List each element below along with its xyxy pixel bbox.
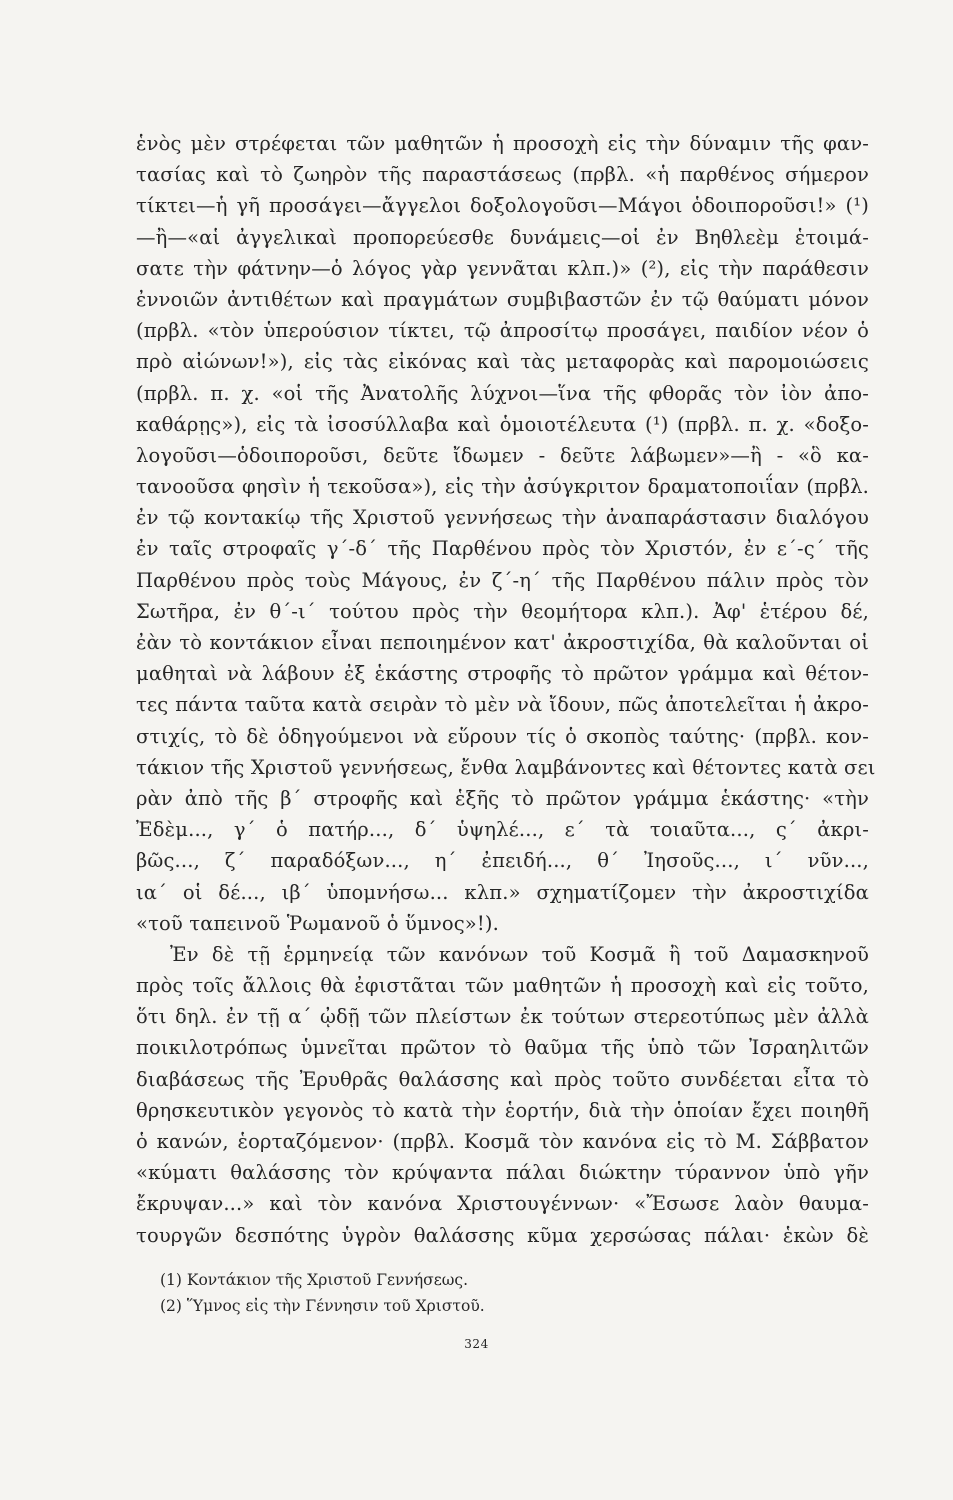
text-line: πρὸς τοῖς ἄλλοις θὰ ἐφιστᾶται τῶν μαθητῶν ἡ προσοχὴ καὶ εἰς τοῦτο, <box>136 974 869 998</box>
text-line: ὅτι δηλ. ἐν τῇ α´ ᾠδῇ τῶν πλείστων ἐκ τούτων στερεοτύπως μὲν ἀλλὰ <box>136 1005 869 1029</box>
text-line: διαβάσεως τῆς Ἐρυθρᾶς θαλάσσης καὶ πρὸς τοῦτο συνδέεται εἶτα τὸ <box>136 1067 869 1091</box>
text-line: Σωτῆρα, ἐν θ´-ι´ τούτου πρὸς τὴν θεομήτορα κλπ.). Ἀφ' ἑτέρου δέ, <box>136 599 869 623</box>
text-line: πρὸ αἰώνων!»), εἰς τὰς εἰκόνας καὶ τὰς μεταφορὰς καὶ παρομοιώσεις <box>136 350 869 374</box>
text-line: Παρθένου πρὸς τοὺς Μάγους, ἐν ζ´-η´ τῆς Παρθένου πάλιν πρὸς τὸν <box>136 568 869 592</box>
text-line: τες πάντα ταῦτα κατὰ σειρὰν τὸ μὲν νὰ ἴδουν, πῶς ἀποτελεῖται ἡ ἀκρο- <box>136 693 869 717</box>
text-line: ὁ κανών, ἑορταζόμενον· (πρβλ. Κοσμᾶ τὸν κανόνα εἰς τὸ Μ. Σάββατον <box>136 1130 869 1153</box>
text-line: ἐὰν τὸ κοντάκιον εἶναι πεποιημένον κατ' ἀκροστιχίδα, θὰ καλοῦνται οἱ <box>136 631 869 654</box>
footnote-2: (2) Ὕμνος εἰς τὴν Γέννησιν τοῦ Χριστοῦ. <box>160 1297 485 1315</box>
body-text <box>136 128 876 1251</box>
text-line: τάκιον τῆς Χριστοῦ γεννήσεως, ἔνθα λαμβάνοντες καὶ θέτοντες κατὰ σει <box>136 755 876 779</box>
page-number: 324 <box>464 1337 489 1351</box>
text-line: ἔκρυψαν...» καὶ τὸν κανόνα Χριστουγέννων· «Ἔσωσε λαὸν θαυμα- <box>136 1192 869 1216</box>
text-line: Ἐδὲμ..., γ´ ὁ πατήρ..., δ´ ὑψηλέ..., ε´ τὰ τοιαῦτα..., ς´ ἀκρι- <box>136 818 869 842</box>
text-line: Ἐν δὲ τῇ ἑρμηνείᾳ τῶν κανόνων τοῦ Κοσμᾶ ἢ τοῦ Δαμασκηνοῦ <box>170 942 869 966</box>
text-line: θρησκευτικὸν γεγονὸς τὸ κατὰ τὴν ἑορτήν, διὰ τὴν ὁποίαν ἔχει ποιηθῆ <box>136 1098 869 1122</box>
paragraph-1 <box>136 128 876 939</box>
text-line: στιχίς, τὸ δὲ ὁδηγούμενοι νὰ εὕρουν τίς ὁ σκοπὸς ταύτης· (πρβλ. κον- <box>136 724 869 748</box>
text-line: ια´ οἱ δέ..., ιβ´ ὑπομνήσω... κλπ.» σχηματίζομεν τὴν ἀκροστιχίδα <box>136 880 869 904</box>
text-line: ποικιλοτρόπως ὑμνεῖται πρῶτον τὸ θαῦμα τῆς ὑπὸ τῶν Ἰσραηλιτῶν <box>136 1036 869 1060</box>
text-line: τασίας καὶ τὸ ζωηρὸν τῆς παραστάσεως (πρβλ. «ἡ παρθένος σήμερον <box>136 163 869 187</box>
text-line: ρὰν ἀπὸ τῆς β´ στροφῆς καὶ ἑξῆς τὸ πρῶτον γράμμα ἑκάστης· «τὴν <box>136 786 869 810</box>
text-line: ἐν ταῖς στροφαῖς γ´-δ´ τῆς Παρθένου πρὸς τὸν Χριστόν, ἐν ε´-ς´ τῆς <box>136 537 869 561</box>
text-line: ἑνὸς μὲν στρέφεται τῶν μαθητῶν ἡ προσοχὴ εἰς τὴν δύναμιν τῆς φαν- <box>136 132 869 155</box>
text-line: (πρβλ. π. χ. «οἱ τῆς Ἀνατολῆς λύχνοι—ἵνα τῆς φθορᾶς τὸν ἰὸν ἀπο- <box>136 381 869 405</box>
text-line: βῶς..., ζ´ παραδόξων..., η´ ἐπειδή..., θ´ Ἰησοῦς..., ι´ νῦν..., <box>136 849 869 873</box>
text-line: (πρβλ. «τὸν ὑπερούσιον τίκτει, τῷ ἀπροσίτῳ προσάγει, παιδίον νέον ὁ <box>136 319 869 343</box>
text-line: τουργῶν δεσπότης ὑγρὸν θαλάσσης κῦμα χερσώσας πάλαι· ἑκὼν δὲ <box>136 1223 869 1247</box>
text-line: σατε τὴν φάτνην—ὁ λόγος γὰρ γεννᾶται κλπ.)» (²), εἰς τὴν παράθεσιν <box>136 256 869 280</box>
text-line: μαθηταὶ νὰ λάβουν ἐξ ἑκάστης στροφῆς τὸ πρῶτον γράμμα καὶ θέτον- <box>136 662 869 686</box>
paragraph-2 <box>136 939 869 1251</box>
text-line: —ἢ—«αἱ ἀγγελικαὶ προπορεύεσθε δυνάμεις—οἱ ἐν Βηθλεὲμ ἑτοιμά- <box>136 225 869 249</box>
text-line: τίκτει—ἡ γῆ προσάγει—ἄγγελοι δοξολογοῦσι—Μάγοι ὁδοιποροῦσι!» (¹) <box>136 194 869 218</box>
text-line: τανοοῦσα φησὶν ἡ τεκοῦσα»), εἰς τὴν ἀσύγκριτον δραματοποιΐαν (πρβλ. <box>136 475 869 499</box>
text-line: καθάρῃς»), εἰς τὰ ἰσοσύλλαβα καὶ ὁμοιοτέλευτα (¹) (πρβλ. π. χ. «δοξο- <box>136 412 869 436</box>
footnote-1: (1) Κοντάκιον τῆς Χριστοῦ Γεννήσεως. <box>160 1271 469 1289</box>
text-line: «τοῦ ταπεινοῦ Ῥωμανοῦ ὁ ὕμνος»!). <box>136 911 499 935</box>
text-line: ἐννοιῶν ἀντιθέτων καὶ πραγμάτων συμβιβαστῶν ἐν τῷ θαύματι μόνον <box>136 287 869 311</box>
text-line: λογοῦσι—ὁδοιποροῦσι, δεῦτε ἴδωμεν - δεῦτε λάβωμεν»—ἢ - «ὃ κα- <box>136 443 869 467</box>
footnotes <box>160 1267 760 1319</box>
text-line: ἐν τῷ κοντακίῳ τῆς Χριστοῦ γεννήσεως τὴν ἀναπαράστασιν διαλόγου <box>136 506 869 530</box>
text-line: «κύματι θαλάσσης τὸν κρύψαντα πάλαι διώκτην τύραννον ὑπὸ γῆν <box>136 1161 869 1185</box>
